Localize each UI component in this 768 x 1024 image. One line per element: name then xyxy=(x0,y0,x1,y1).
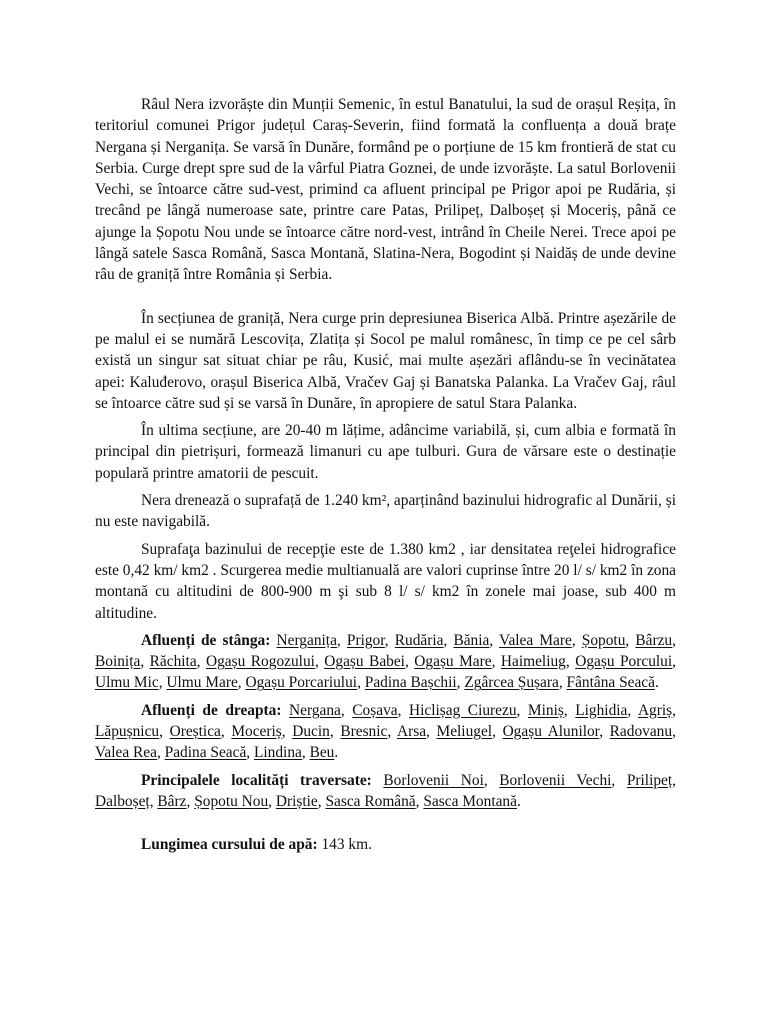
length-paragraph xyxy=(95,834,676,855)
paragraph-gap xyxy=(95,286,676,308)
document-page xyxy=(95,94,676,856)
left-tributaries-link[interactable]: Fântâna Seacă xyxy=(566,674,655,692)
list-end-punctuation: . xyxy=(334,744,339,762)
localities-link[interactable]: Borlovenii Noi xyxy=(383,771,484,789)
localities-label: Principalele localități traversate: xyxy=(141,771,372,789)
list-end-punctuation: . xyxy=(516,792,521,810)
left-tributaries-link[interactable]: Ulmu Mic xyxy=(95,674,159,692)
paragraph-origin: Râul Nera izvorăște din Munții Semenic, în estul Banatului, la sud de orașul Reșița, în teritoriul comunei Prigor județul Caraș-Severin, fiind formată la confluența a două brațe Nergana și Nerganița. Se varsă în Dunăre, formând pe o porțiune de 15 km frontieră de stat cu Serbia. Curge drept spre sud de la vârful Piatra Goznei, de unde izvorăște. La satul Borlovenii Vechi, se întoarce către sud-vest, primind ca afluent principal pe Prigor apoi pe Rudăria, și trecând pe lângă numeroase sate, printre care Patas, Prilipeț, Dalboșeț și Moceriș, până ce ajunge la Șopotu Nou unde se întoarce către nord-vest, intrând în Cheile Nerei. Trece apoi pe lângă satele Sasca Română, Sasca Montană, Slatina-Nera, Bogodint și Naidăș de unde devine râu de graniță între România și Serbia. xyxy=(95,96,676,284)
paragraph-border-section: În secțiunea de graniță, Nera curge prin depresiunea Biserica Albă. Printre așezările de pe malul ei se numără Lescovița, Zlatița și Socol pe malul românesc, în timp ce pe cel sârb există un singur sat situat chiar pe râu, Kusić, mai multe așezări aflându-se în vecinătatea apei: Kaluđerovo, orașul Biserica Albă, Vračev Gaj și Banatska Palanka. La Vračev Gaj, râul se întoarce către sud și se varsă în Dunăre, în apropiere de satul Stara Palanka. xyxy=(95,309,676,412)
right-tributaries-list: Nergana, Coșava, Hiclișag Ciurezu, Miniș, Lighidia, Agriș, Lăpușnicu, Oreștica, Moceriș, Ducin, Bresnic, Arsa, Meliugel, Ogașu Alunilor, Radovanu, Valea Rea, Padina Seacă, Lindina, Beu. xyxy=(95,701,676,762)
left-tributaries-link[interactable]: Ogașu Mare xyxy=(414,653,492,671)
list-end-punctuation: . xyxy=(654,674,659,692)
length-value: 143 km. xyxy=(321,836,372,854)
right-tributaries-link[interactable]: Ogașu Alunilor xyxy=(502,723,600,741)
left-tributaries-link[interactable]: Ogașu Babei xyxy=(324,653,405,671)
localities-link[interactable]: Prilipeț xyxy=(626,771,673,789)
left-tributaries-link[interactable]: Zgârcea Șușara xyxy=(464,674,559,692)
left-tributaries-link[interactable]: Ogașu Porcului xyxy=(575,653,673,671)
right-tributaries-link[interactable]: Lindina xyxy=(253,744,302,762)
right-tributaries-link[interactable]: Arsa xyxy=(396,723,427,741)
paragraph-gap xyxy=(95,812,676,834)
right-tributaries-link[interactable]: Coșava xyxy=(352,701,398,719)
right-tributaries-link[interactable]: Beu xyxy=(309,744,335,762)
length-label: Lungimea cursului de apă: xyxy=(141,836,318,854)
localities-link[interactable]: Borlovenii Vechi xyxy=(499,771,612,789)
left-tributaries-link[interactable]: Șopotu xyxy=(581,631,626,649)
left-tributaries-link[interactable]: Haimeliug xyxy=(500,653,566,671)
left-tributaries-list: Nerganița, Prigor, Rudăria, Bănia, Valea Mare, Șopotu, Bârzu, Boinița, Răchita, Ogașu Rogozului, Ogașu Babei, Ogașu Mare, Haimeliug, Ogașu Porcului, Ulmu Mic, Ulmu Mare, Ogașu Porcariului, Padina Bașchii, Zgârcea Șușara, Fântâna Seacă. xyxy=(95,631,677,692)
right-tributaries-paragraph xyxy=(95,700,676,764)
right-tributaries-link[interactable]: Meliugel xyxy=(436,723,493,741)
localities-list: Borlovenii Noi, Borlovenii Vechi, Prilipeț, Dalboșeț, Bârz, Șopotu Nou, Driștie, Sasca Română, Sasca Montană. xyxy=(95,771,677,810)
left-tributaries-paragraph xyxy=(95,630,676,694)
left-tributaries-link[interactable]: Padina Bașchii xyxy=(364,674,457,692)
left-tributaries-link[interactable]: Rudăria xyxy=(394,631,444,649)
left-tributaries-link[interactable]: Valea Mare xyxy=(499,631,572,649)
left-tributaries-link[interactable]: Bârzu xyxy=(635,631,673,649)
right-tributaries-link[interactable]: Moceriș xyxy=(231,723,282,741)
left-tributaries-link[interactable]: Răchita xyxy=(149,653,197,671)
localities-link[interactable]: Dalboșeț xyxy=(95,792,150,810)
right-tributaries-link[interactable]: Bresnic xyxy=(340,723,388,741)
right-tributaries-link[interactable]: Lăpușnicu xyxy=(95,723,160,741)
right-tributaries-link[interactable]: Nergana xyxy=(289,701,341,719)
right-tributaries-link[interactable]: Ducin xyxy=(292,723,330,741)
localities-link[interactable]: Bârz xyxy=(157,792,187,810)
localities-link[interactable]: Sasca Montană xyxy=(423,792,517,810)
left-tributaries-link[interactable]: Boinița xyxy=(95,653,141,671)
left-tributaries-link[interactable]: Nerganița xyxy=(276,631,337,649)
right-tributaries-link[interactable]: Valea Rea xyxy=(95,744,157,762)
left-tributaries-label: Afluenți de stânga: xyxy=(141,631,271,649)
right-tributaries-link[interactable]: Agriș xyxy=(637,701,673,719)
localities-paragraph xyxy=(95,770,676,813)
right-tributaries-link[interactable]: Oreștica xyxy=(169,723,221,741)
right-tributaries-link[interactable]: Miniș xyxy=(527,701,564,719)
right-tributaries-label: Afluenți de dreapta: xyxy=(141,701,282,719)
right-tributaries-link[interactable]: Radovanu xyxy=(609,723,673,741)
localities-link[interactable]: Sasca Română xyxy=(325,792,416,810)
right-tributaries-link[interactable]: Hiclișag Ciurezu xyxy=(408,701,517,719)
left-tributaries-link[interactable]: Prigor xyxy=(346,631,385,649)
left-tributaries-link[interactable]: Ulmu Mare xyxy=(166,674,238,692)
paragraph-drainage: Nera drenează o suprafață de 1.240 km², aparținând bazinului hidrografic al Dunării, și nu este navigabilă. xyxy=(95,492,676,531)
localities-link[interactable]: Șopotu Nou xyxy=(194,792,269,810)
paragraph-basin: Suprafaţa bazinului de recepţie este de 1.380 km2 , iar densitatea reţelei hidrografice este 0,42 km/ km2 . Scurgerea medie multianuală are valori cuprinse între 20 l/ s/ km2 în zona montană cu altitudini de 800-900 m şi sub 8 l/ s/ km2 în zonele mai joase, sub 400 m altitudine. xyxy=(95,540,676,622)
left-tributaries-link[interactable]: Ogașu Porcariului xyxy=(245,674,358,692)
right-tributaries-link[interactable]: Padina Seacă xyxy=(164,744,247,762)
paragraph-last-section: În ultima secțiune, are 20-40 m lățime, adâncime variabilă, și, cum albia e formată în principal din pietrișuri, formează limanuri cu ape tulburi. Gura de vărsare este o destinație populară printre amatorii de pescuit. xyxy=(95,422,676,482)
right-tributaries-link[interactable]: Lighidia xyxy=(575,701,628,719)
localities-link[interactable]: Driștie xyxy=(275,792,318,810)
left-tributaries-link[interactable]: Ogașu Rogozului xyxy=(206,653,315,671)
left-tributaries-link[interactable]: Bănia xyxy=(453,631,490,649)
